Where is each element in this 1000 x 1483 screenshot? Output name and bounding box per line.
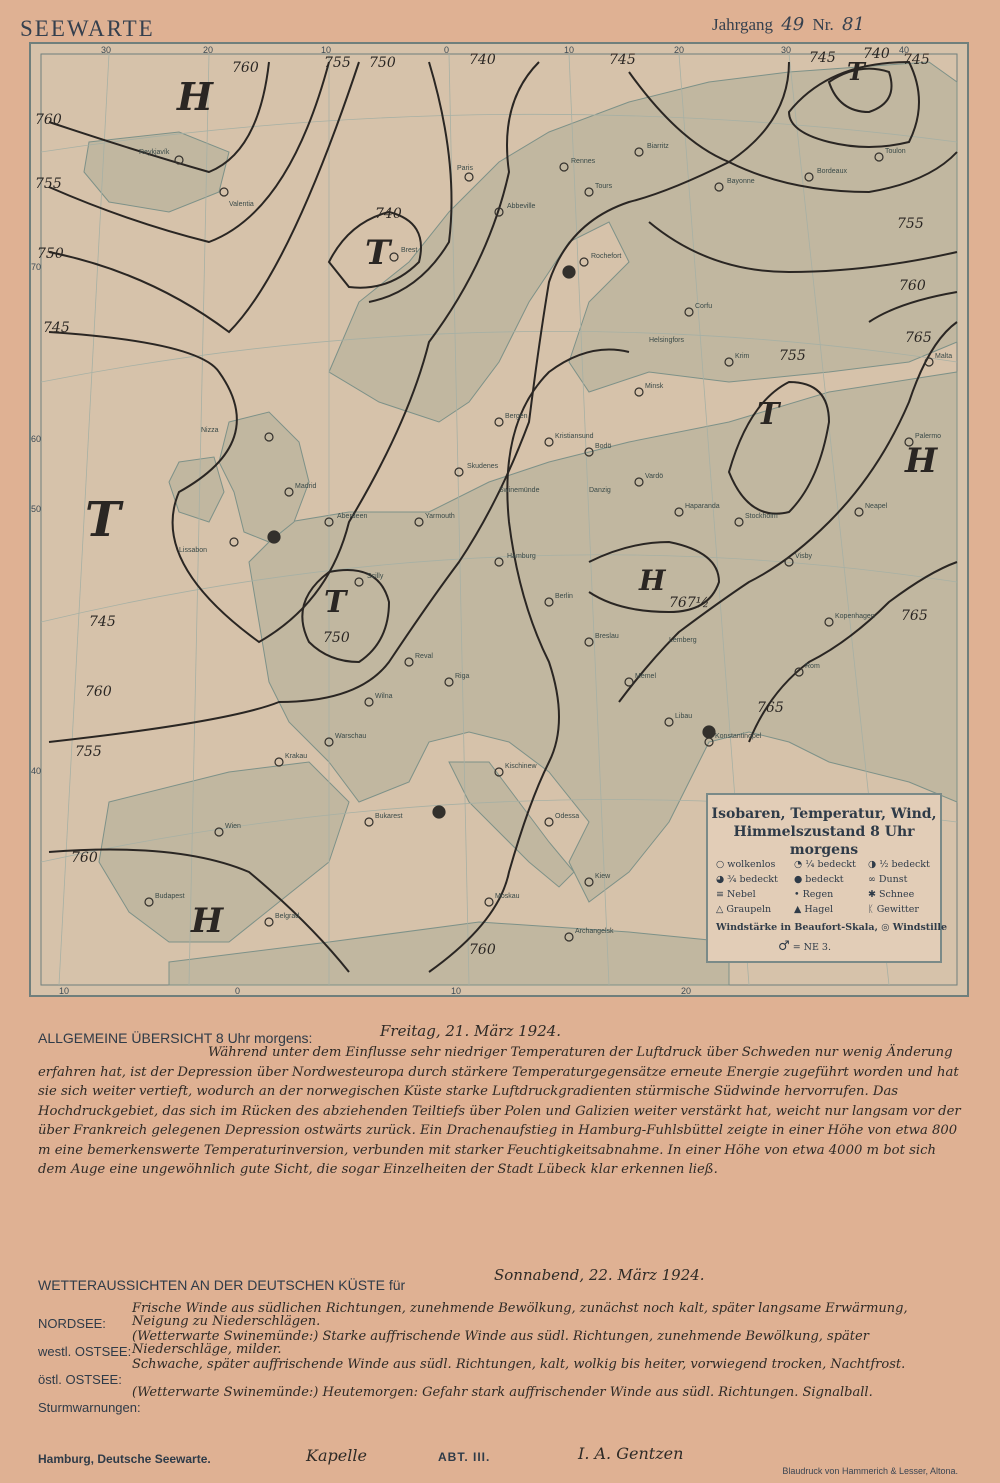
forecast-region-nordsee: NORDSEE: bbox=[38, 1316, 106, 1331]
isobar-label: 755 bbox=[75, 744, 102, 760]
station-label: Rennes bbox=[571, 158, 596, 165]
station-label: Berlin bbox=[555, 593, 573, 600]
isobar-label: 760 bbox=[899, 278, 926, 294]
station-label: Bordeaux bbox=[817, 168, 847, 175]
high-pressure-label: H bbox=[639, 564, 666, 597]
isobar-label: 755 bbox=[324, 55, 351, 71]
station-label: Brest bbox=[401, 247, 418, 254]
station-label: Rom bbox=[805, 663, 820, 670]
lon-tick: 10 bbox=[321, 45, 332, 55]
low-pressure-label: T bbox=[365, 233, 391, 273]
lat-tick: 60 bbox=[31, 434, 42, 444]
legend-item-three-quarter: ◕ ¾ bedeckt bbox=[716, 874, 778, 885]
jahrgang-label: Jahrgang bbox=[712, 15, 774, 34]
station-label: Kischinew bbox=[505, 763, 537, 770]
signature-gentzen: I. A. Gentzen bbox=[578, 1444, 684, 1463]
isobar-label: 745 bbox=[609, 52, 636, 68]
page-title: SEEWARTE bbox=[20, 16, 155, 41]
station-label: Abbeville bbox=[507, 203, 536, 210]
lon-tick: 40 bbox=[899, 45, 910, 55]
legend-item-regen: • Regen bbox=[794, 889, 834, 900]
station-label: Riga bbox=[455, 673, 470, 680]
isobar-label: 760 bbox=[71, 850, 98, 866]
forecast-text-nordsee: Frische Winde aus südlichen Richtungen, zunehmende Bewölkung, zunächst noch kalt, später langsame Erwärmung, Neigung zu Niederschlägen. bbox=[132, 1301, 908, 1329]
station-label: Kiew bbox=[595, 873, 611, 880]
station-label: Toulon bbox=[885, 148, 906, 155]
legend-item-graupeln: △ Graupeln bbox=[716, 904, 772, 915]
station-label: Odessa bbox=[555, 813, 580, 820]
footer-department: ABT. III. bbox=[438, 1450, 491, 1464]
isobar-label: 740 bbox=[375, 206, 402, 222]
station-label: Bukarest bbox=[375, 813, 403, 820]
low-pressure-label: T bbox=[324, 585, 347, 620]
station-label: Archangelsk bbox=[575, 928, 614, 935]
station-label: Krakau bbox=[285, 753, 308, 760]
station-label: Palermo bbox=[915, 433, 942, 440]
lon-tick: 0 bbox=[235, 986, 241, 996]
wind-barb-icon: ♂ bbox=[778, 939, 790, 954]
isobar-label: 750 bbox=[369, 55, 396, 71]
station-label: Breslau bbox=[595, 633, 619, 640]
legend-item-schnee: ✱ Schnee bbox=[868, 889, 915, 900]
station-label: Wilna bbox=[375, 693, 393, 700]
jahrgang-value: 49 bbox=[781, 14, 805, 35]
forecast-region-westl-ostsee: westl. OSTSEE: bbox=[38, 1344, 132, 1359]
legend-item-bedeckt: ● bedeckt bbox=[794, 874, 844, 885]
isobar-label: 745 bbox=[89, 614, 116, 630]
station-label: Biarritz bbox=[647, 143, 669, 150]
station-label: Nizza bbox=[201, 427, 219, 434]
isobar-label: 740 bbox=[863, 46, 890, 62]
legend-title-line1: Isobaren, Temperatur, Wind, bbox=[711, 806, 937, 822]
station-label: Haparanda bbox=[685, 503, 720, 510]
legend-wind-example-label: = NE 3. bbox=[792, 942, 831, 953]
station-label: Rochefort bbox=[591, 253, 622, 260]
isobar-label: 760 bbox=[232, 60, 259, 76]
legend-item-quarter: ◔ ¼ bedeckt bbox=[794, 859, 856, 870]
station-label: Madrid bbox=[295, 483, 317, 490]
isobar-label: 755 bbox=[897, 216, 924, 232]
lon-tick: 20 bbox=[674, 45, 685, 55]
station-label: Vardö bbox=[645, 473, 664, 480]
legend-wind-scale: Windstärke in Beaufort-Skala, ◎ Windstille bbox=[716, 922, 948, 933]
station-label: Visby bbox=[795, 553, 812, 560]
isobar-label: 765 bbox=[757, 700, 784, 716]
station-label: Minsk bbox=[645, 383, 664, 390]
station-label: Bodö bbox=[595, 443, 612, 450]
station-label: Memel bbox=[635, 673, 657, 680]
summary-date: Freitag, 21. März 1924. bbox=[380, 1022, 562, 1040]
station-label: Helsingfors bbox=[649, 337, 685, 344]
station-label: Paris bbox=[457, 165, 473, 172]
high-pressure-label: H bbox=[177, 74, 213, 119]
station-label: Libau bbox=[675, 713, 693, 720]
station-label: Swinemünde bbox=[499, 487, 540, 494]
legend-item-nebel: ≡ Nebel bbox=[716, 889, 756, 900]
isobar-label: 760 bbox=[35, 112, 62, 128]
station-label: Lemberg bbox=[669, 637, 697, 644]
forecast-region-sturmwarnungen: Sturmwarnungen: bbox=[38, 1400, 141, 1415]
station-label: Wien bbox=[225, 823, 241, 830]
station-label: Moskau bbox=[495, 893, 520, 900]
station-label: Belgrad bbox=[275, 913, 300, 920]
nr-value: 81 bbox=[841, 14, 865, 35]
forecast-date: Sonnabend, 22. März 1924. bbox=[494, 1266, 705, 1284]
isobar-label: 740 bbox=[469, 52, 496, 68]
isobar-label: 750 bbox=[37, 246, 64, 262]
legend-wind-example bbox=[778, 939, 831, 954]
forecast-text-westl-ostsee: (Wetterwarte Swinemünde:) Starke auffrischende Winde aus südl. Richtungen, zunehmende Bewölkung, später Niederschläge, milder. bbox=[132, 1329, 869, 1357]
low-pressure-label: T bbox=[757, 397, 780, 432]
isobar-label: 745 bbox=[903, 52, 930, 68]
station-label: Hamburg bbox=[507, 553, 536, 560]
isobar-label: 760 bbox=[469, 942, 496, 958]
station-label: Kopenhagen bbox=[835, 613, 875, 620]
station-label: Aberdeen bbox=[337, 513, 368, 520]
station-label: Bergen bbox=[505, 413, 528, 420]
lon-tick: 30 bbox=[781, 45, 792, 55]
legend-item-wolkenlos: ○ wolkenlos bbox=[716, 859, 776, 870]
station-label: Reykjavík bbox=[139, 149, 170, 156]
lon-tick: 20 bbox=[681, 986, 692, 996]
station-label: Warschau bbox=[335, 733, 367, 740]
legend-item-hagel: ▲ Hagel bbox=[794, 904, 834, 915]
nr-label: Nr. bbox=[812, 15, 834, 34]
forecast-text-oestl-ostsee: Schwache, später auffrischende Winde aus südl. Richtungen, kalt, wolkig bis heiter, vorwiegend trocken, Nachtfrost. bbox=[132, 1357, 906, 1372]
station-label: Bayonne bbox=[727, 178, 755, 185]
station-label: Reval bbox=[415, 653, 433, 660]
station-label: Lissabon bbox=[179, 547, 208, 554]
legend-item-dunst: ∞ Dunst bbox=[868, 874, 908, 885]
station-label: Neapel bbox=[865, 503, 888, 510]
low-pressure-label: T bbox=[847, 57, 865, 86]
forecast-text-sturmwarnungen: (Wetterwarte Swinemünde:) Heutemorgen: Gefahr stark auffrischender Winde aus südl. Richtungen. Signalball. bbox=[132, 1385, 873, 1400]
low-pressure-label: T bbox=[85, 492, 121, 548]
station-label: Yarmouth bbox=[425, 513, 455, 520]
legend-item-half: ◑ ½ bedeckt bbox=[868, 859, 930, 870]
isobar-label: 765 bbox=[901, 608, 928, 624]
lon-tick: 10 bbox=[451, 986, 462, 996]
lon-tick: 20 bbox=[203, 45, 214, 55]
high-pressure-label: H bbox=[191, 901, 224, 941]
station-label: Corfu bbox=[695, 303, 713, 310]
lat-tick: 50 bbox=[31, 504, 42, 514]
station-label: Tours bbox=[595, 183, 613, 190]
station-label: Skudenes bbox=[467, 463, 499, 470]
footer-issuer: Hamburg, Deutsche Seewarte. bbox=[38, 1452, 211, 1466]
isobar-label: 745 bbox=[809, 50, 836, 66]
map-legend bbox=[706, 793, 948, 963]
lon-tick: 10 bbox=[564, 45, 575, 55]
legend-item-gewitter: ᛕ Gewitter bbox=[868, 904, 919, 915]
legend-title-line2: Himmelszustand 8 Uhr morgens bbox=[733, 824, 915, 858]
station-label: Stockholm bbox=[745, 513, 778, 520]
isobar-label: 755 bbox=[779, 348, 806, 364]
lat-tick: 70 bbox=[31, 262, 42, 272]
issue-info bbox=[712, 14, 869, 35]
lon-tick: 10 bbox=[59, 986, 70, 996]
station-label: Budapest bbox=[155, 893, 185, 900]
forecast-region-oestl-ostsee: östl. OSTSEE: bbox=[38, 1372, 122, 1387]
high-pressure-label: H bbox=[905, 441, 938, 481]
lon-tick: 30 bbox=[101, 45, 112, 55]
isobar-label: 755 bbox=[35, 176, 62, 192]
forecast-label: WETTERAUSSICHTEN AN DER DEUTSCHEN KÜSTE für bbox=[38, 1277, 406, 1293]
station-label: Danzig bbox=[589, 487, 611, 494]
legend-title bbox=[708, 805, 940, 859]
footer-printer: Blaudruck von Hammerich & Lesser, Altona. bbox=[782, 1466, 958, 1476]
lon-tick: 0 bbox=[444, 45, 450, 55]
station-label: Konstantinopel bbox=[715, 733, 762, 740]
station-label: Malta bbox=[935, 353, 953, 360]
isobar-label: 750 bbox=[323, 630, 350, 646]
station-label: Krim bbox=[735, 353, 750, 360]
station-label: Kristiansund bbox=[555, 433, 594, 440]
signature-kapelle: Kapelle bbox=[306, 1446, 367, 1465]
isobar-label: 745 bbox=[43, 320, 70, 336]
isobar-label: 765 bbox=[905, 330, 932, 346]
isobar-label: 760 bbox=[85, 684, 112, 700]
station-label: Valentia bbox=[229, 201, 254, 208]
station-label: Scilly bbox=[367, 573, 384, 580]
isobar-label: 767½ bbox=[669, 595, 710, 611]
lat-tick: 40 bbox=[31, 766, 42, 776]
summary-label: ALLGEMEINE ÜBERSICHT 8 Uhr morgens: bbox=[38, 1030, 313, 1046]
summary-text: Während unter dem Einflusse sehr niedriger Temperaturen der Luftdruck über Schweden nur wenig Änderung erfahren hat, ist der Depression über Nordwesteuropa durch stärkere Temperaturgegensätze erneute Energie zugeführt worden und hat sie sich weiter vertieft, wodurch an der norwegischen Küste starke Luftdruckgradienten stürmische Südwinde hervorrufen. Das Hochdruckgebiet, das sich im Rücken des abziehenden Teiltiefs über Polen und Galizien weiter verstärkt hat, weicht nur langsam vor der über Frankreich gelegenen Depression ostwärts zurück. Ein Drachenaufstieg in Hamburg-Fuhlsbüttel zeigte in einer Höhe von etwa 800 m eine bemerkenswerte Temperaturinversion, verbunden mit starker Feuchtigkeitsabnahme. In einer Höhe von etwa 4000 m bot sich dem Auge eine ungewöhnlich gute Sicht, die sogar Einzelheiten der Stadt Lübeck klar erkennen ließ. bbox=[38, 1045, 961, 1177]
